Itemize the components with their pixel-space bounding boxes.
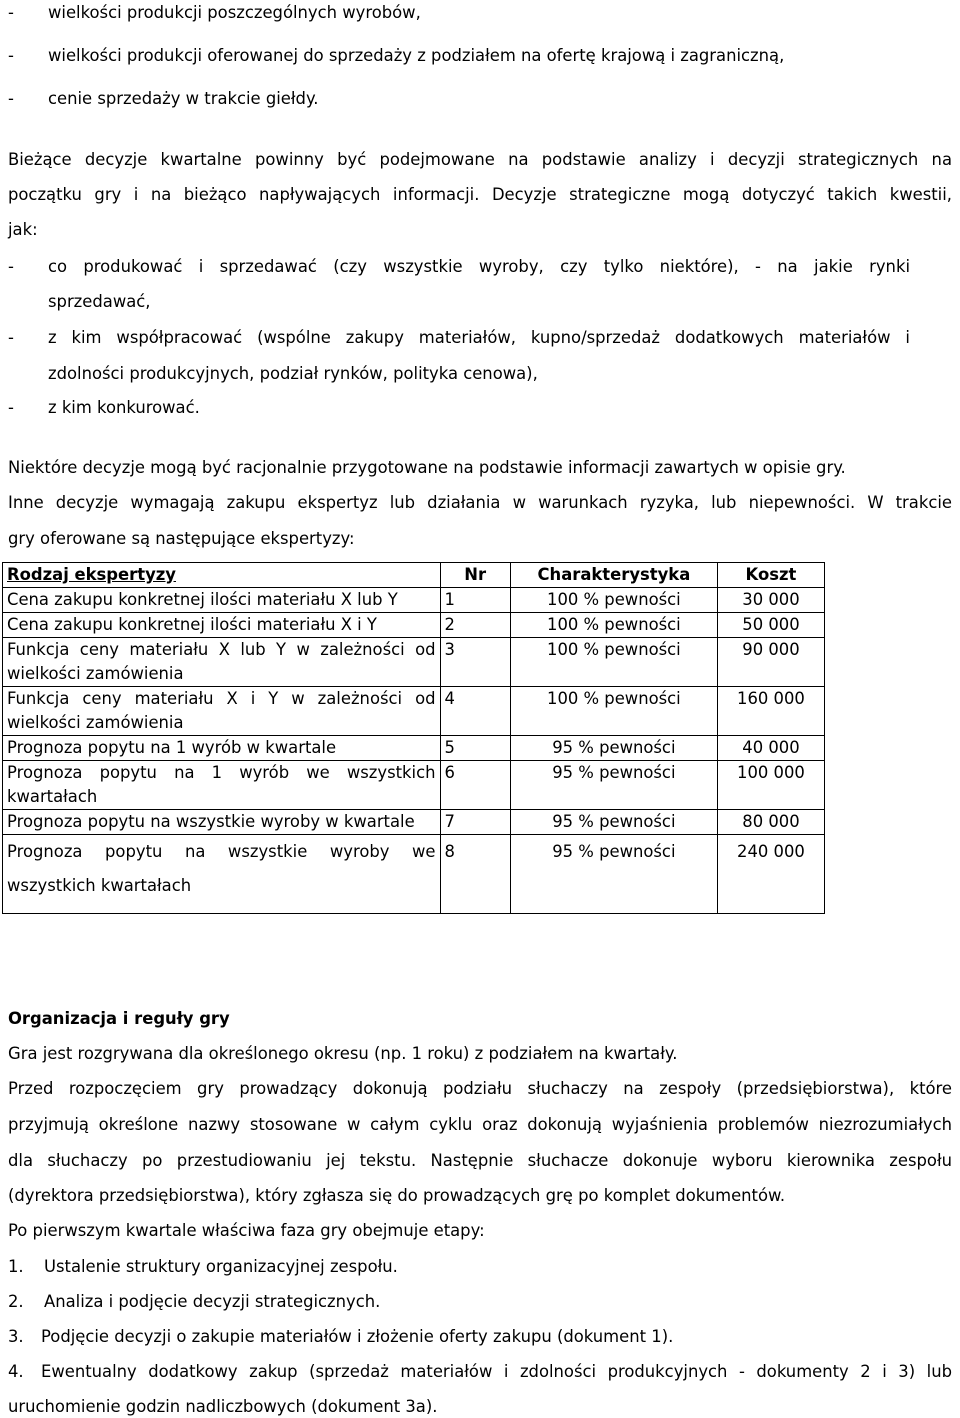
org-paragraph-line-4: (dyrektora przedsiębiorstwa), który zgłasza się do prowadzących grę po komplet dokumentów. <box>8 1186 786 1205</box>
stage-number: 4. <box>8 1362 24 1381</box>
cell-name: Cena zakupu konkretnej ilości materiału X i Y <box>3 613 441 638</box>
cell-nr: 3 <box>440 638 510 687</box>
strategic-item-2-line-2: zdolności produkcyjnych, podział rynków, polityka cenowa), <box>48 364 538 383</box>
cell-name: Cena zakupu konkretnej ilości materiału X lub Y <box>3 588 441 613</box>
stage-number: 1. <box>8 1257 24 1276</box>
cell-cost: 90 000 <box>717 638 824 687</box>
cell-characteristics: 100 % pewności <box>510 638 717 687</box>
cell-nr: 5 <box>440 736 510 761</box>
cell-nr: 4 <box>440 687 510 736</box>
table-row <box>3 810 825 835</box>
org-paragraph-line-2: przyjmują określone nazwy stosowane w całym cyklu oraz dokonują wyjaśnienia problemów niezrozumiałych <box>8 1115 952 1134</box>
cell-nr: 6 <box>440 761 510 810</box>
cell-cost: 80 000 <box>717 810 824 835</box>
stage-text: Analiza i podjęcie decyzji strategicznych. <box>44 1292 381 1311</box>
intro-bullet-2: wielkości produkcji oferowanej do sprzedaży z podziałem na ofertę krajową i zagraniczną, <box>48 46 785 65</box>
cell-name: Funkcja ceny materiału X i Y w zależności od wielkości zamówienia <box>3 687 441 736</box>
header-nr: Nr <box>440 563 510 588</box>
cell-cost: 50 000 <box>717 613 824 638</box>
cell-characteristics: 95 % pewności <box>510 835 717 914</box>
cell-nr: 2 <box>440 613 510 638</box>
cell-name: Prognoza popytu na wszystkie wyroby w kwartale <box>3 810 441 835</box>
org-paragraph-line-3: dla słuchaczy po przestudiowaniu jej tekstu. Następnie słuchacze dokonuje wyboru kierownika zespołu <box>8 1151 952 1170</box>
paragraph-2-line-2: Inne decyzje wymagają zakupu ekspertyz lub działania w warunkach ryzyka, lub niepewności. W trakcie <box>8 493 952 512</box>
cell-nr: 8 <box>440 835 510 914</box>
cell-cost: 240 000 <box>717 835 824 914</box>
strategic-item-3: z kim konkurować. <box>48 398 200 417</box>
stage-text: Ustalenie struktury organizacyjnej zespołu. <box>44 1257 398 1276</box>
header-characteristics: Charakterystyka <box>510 563 717 588</box>
header-cost: Koszt <box>717 563 824 588</box>
bullet-dash: - <box>8 46 14 65</box>
cell-cost: 40 000 <box>717 736 824 761</box>
table-row <box>3 835 825 914</box>
stage-text-continuation: uruchomienie godzin nadliczbowych (dokument 3a). <box>8 1397 438 1416</box>
bullet-dash: - <box>8 3 14 22</box>
org-line-1: Gra jest rozgrywana dla określonego okresu (np. 1 roku) z podziałem na kwartały. <box>8 1044 678 1063</box>
header-type: Rodzaj ekspertyzy <box>3 563 441 588</box>
stage-number: 2. <box>8 1292 24 1311</box>
bullet-dash: - <box>8 89 14 108</box>
cell-name: Funkcja ceny materiału X lub Y w zależności od wielkości zamówienia <box>3 638 441 687</box>
table-row <box>3 761 825 810</box>
cell-name: Prognoza popytu na wszystkie wyroby we wszystkich kwartałach <box>3 835 441 914</box>
cell-nr: 7 <box>440 810 510 835</box>
paragraph-1-line-1: Bieżące decyzje kwartalne powinny być podejmowane na podstawie analizy i decyzji strategicznych na <box>8 150 952 169</box>
cell-characteristics: 100 % pewności <box>510 613 717 638</box>
table-row <box>3 588 825 613</box>
stage-number: 3. <box>8 1327 24 1346</box>
cell-characteristics: 100 % pewności <box>510 687 717 736</box>
stages-intro: Po pierwszym kwartale właściwa faza gry obejmuje etapy: <box>8 1221 485 1240</box>
paragraph-2-line-3: gry oferowane są następujące ekspertyzy: <box>8 529 355 548</box>
bullet-dash: - <box>8 257 14 276</box>
expertise-table <box>2 562 825 914</box>
paragraph-2-line-1: Niektóre decyzje mogą być racjonalnie przygotowane na podstawie informacji zawartych w opisie gry. <box>8 458 846 477</box>
paragraph-1-line-2: początku gry i na bieżąco napływających informacji. Decyzje strategiczne mogą dotyczyć takich kwestii, <box>8 185 952 204</box>
cell-name: Prognoza popytu na 1 wyrób w kwartale <box>3 736 441 761</box>
cell-cost: 100 000 <box>717 761 824 810</box>
intro-bullet-1: wielkości produkcji poszczególnych wyrobów, <box>48 3 421 22</box>
strategic-item-2-line-1: z kim współpracować (wspólne zakupy materiałów, kupno/sprzedaż dodatkowych materiałów i <box>48 328 910 347</box>
table-row <box>3 613 825 638</box>
org-paragraph-line-1: Przed rozpoczęciem gry prowadzący dokonują podziału słuchaczy na zespoły (przedsiębiorstwa), które <box>8 1079 952 1098</box>
bullet-dash: - <box>8 328 14 347</box>
strategic-item-1-line-1: co produkować i sprzedawać (czy wszystkie wyroby, czy tylko niektóre), - na jakie rynki <box>48 257 910 276</box>
intro-bullet-3: cenie sprzedaży w trakcie giełdy. <box>48 89 319 108</box>
cell-nr: 1 <box>440 588 510 613</box>
table-row <box>3 687 825 736</box>
bullet-dash: - <box>8 398 14 417</box>
cell-characteristics: 95 % pewności <box>510 810 717 835</box>
stage-text: Ewentualny dodatkowy zakup (sprzedaż materiałów i zdolności produkcyjnych - dokumenty 2 i 3) lub <box>41 1362 952 1381</box>
cell-name: Prognoza popytu na 1 wyrób we wszystkich kwartałach <box>3 761 441 810</box>
cell-cost: 30 000 <box>717 588 824 613</box>
stage-text: Podjęcie decyzji o zakupie materiałów i złożenie oferty zakupu (dokument 1). <box>41 1327 674 1346</box>
table-row <box>3 638 825 687</box>
cell-cost: 160 000 <box>717 687 824 736</box>
cell-characteristics: 95 % pewności <box>510 736 717 761</box>
table-header-row <box>3 563 825 588</box>
cell-characteristics: 100 % pewności <box>510 588 717 613</box>
cell-characteristics: 95 % pewności <box>510 761 717 810</box>
table-row <box>3 736 825 761</box>
paragraph-1-line-3: jak: <box>8 220 38 239</box>
section-heading: Organizacja i reguły gry <box>8 1009 230 1028</box>
strategic-item-1-line-2: sprzedawać, <box>48 292 151 311</box>
